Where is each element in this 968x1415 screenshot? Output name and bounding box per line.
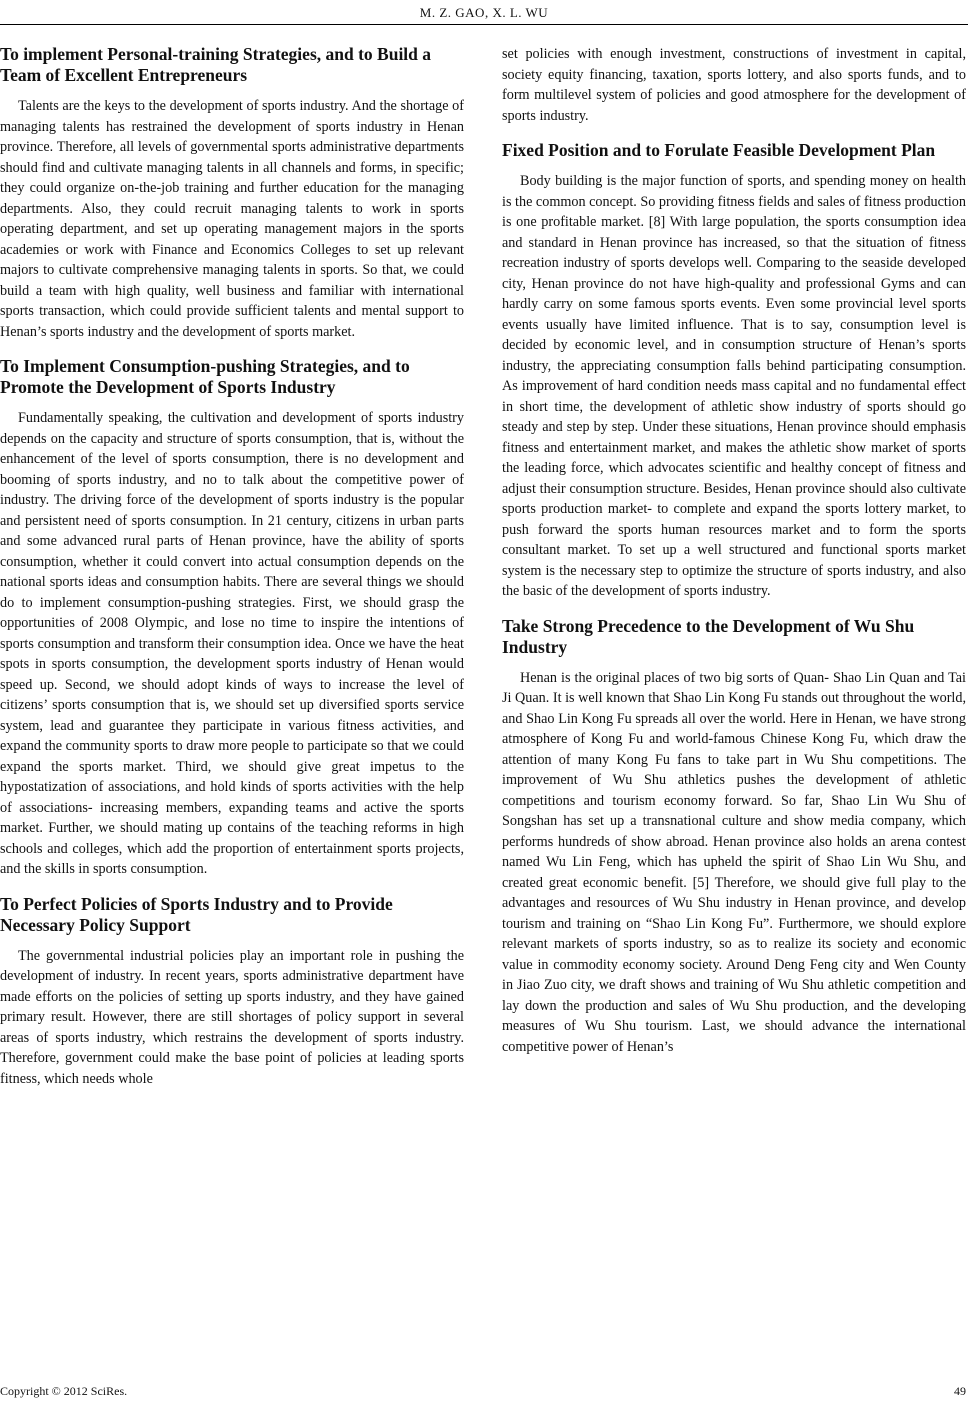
section-heading: To Implement Consumption-pushing Strategies, and to Promote the Development of Sports Industry <box>0 356 410 397</box>
section-heading: To Perfect Policies of Sports Industry and to Provide Necessary Policy Support <box>0 893 393 935</box>
section-policy-support <box>0 894 464 1090</box>
section-policy-continued <box>502 44 966 126</box>
header-rule <box>0 24 968 25</box>
section-personal-training <box>0 44 464 342</box>
left-column <box>0 44 464 1103</box>
right-column <box>502 44 966 1071</box>
section-paragraph: The governmental industrial policies play an important role in pushing the development of industry. In recent years, sports administrative department have made efforts on the policies of setting up sports industry, and they have gained primary result. However, there are still shortages of policy support in several areas of sports industry, which restrains the development of sports industry. Therefore, government could make the base point of policies at leading sports fitness, which needs whole <box>0 947 464 1087</box>
section-paragraph: Talents are the keys to the development of sports industry. And the shortage of managing talents has restrained the development of sports industry in Henan province. Therefore, all levels of governmental sports administrative departments should find and cultivate managing talents in all channels and forms, in specific; they could organize on-the-job training and further education for the managing departments. Also, they could recruit managing talents to work in sports operating department, and set up operating management majors in the sports academies or work with Finance and Economics Colleges to set up relevant majors to cultivate comprehensive managing talents in sports. So that, we could build a team with high quality, well business and familiar with international sports transaction, which could provide sufficient talents and mental support to Henan’s sports industry and the development of sports market. <box>0 98 464 340</box>
section-paragraph: Body building is the major function of sports, and spending money on health is the common concept. So providing fitness fields and sales of fitness production is one profitable market. [8] With large population, the sports consumption idea and standard in Henan province has increased, so that the situation of fitness recreation industry of sports develops well. Comparing to the seaside developed city, Henan province do not have high-quality and professional Gyms and can hardly carry on some famous sports events. Even some provincial level sports events usually have limited influence. That is to say, consumption level is decided by economic level, and in consumption structure of Henan’s sports industry, the appreciating consumption falls behind participating consumption. As improvement of hard condition needs mass capital and no fundamental effect in short time, the development of athletic show industry of sports should go steady and step by step. Under these situations, Henan province should emphasis fitness and entertainment market, and makes the athletic show market of sports the leading force, which advocates scientific and healthy concept of fitness and adjust their consumption structure. Besides, Henan province should also cultivate sports production market- to complete and expand the sports lottery market, to push forward the sports human resources market and to form the sports consultant market. To set up a well structured and functional sports market system is the necessary step to optimize the structure of sports industry, and also the basic of the development of sports industry. <box>502 173 966 599</box>
section-paragraph: Henan is the original places of two big sorts of Quan- Shao Lin Quan and Tai Ji Quan. It is well known that Shao Lin Kong Fu stands out throughout the world, and Shao Lin Kong Fu spreads all over the world. Here in Henan, we have strong atmosphere of Kong Fu and world-famous Chinese Kong Fu, which draw the attention of many Kong Fu fans to take part in Wu Shu competitions. The improvement of Wu Shu athletics pushes the development of athletic competitions and tourism economy forward. So far, Shao Lin Wu Shu of Songshan has set up a transnational culture and show media company, which performs hundreds of show abroad. Henan province also holds an arena contest named Wu Lin Feng, which has upheld the spirit of Shao Lin Wu Shu, and created great economic benefit. [5] Therefore, we should give full play to the advantages and resources of Wu Shu industry in Henan province, and develop tourism and training on “Shao Lin Kong Fu”. Furthermore, we should explore relevant markets of sports industry, so as to realize its society and economic value in commodity economy society. Around Deng Feng city and Wen County in Jiao Zuo city, we draft shows and training of Wu Shu athletic competition and lay down the production and sales of Wu Shu production, and the developing measures of Wu Shu tourism. Last, we should advance the international competitive power of Henan’s <box>502 669 966 1055</box>
section-paragraph: Fundamentally speaking, the cultivation and development of sports industry depends on the capacity and structure of sports consumption, that is, without the enhancement of the level of sports consumption, there is no development and booming of sports industry, and no to talk about the competitive power of industry. The driving force of the development of sports industry is the popular and persistent need of sports consumption. In 21 century, citizens in urban parts and some advanced rural parts of Henan province, have the ability of sports consumption, whether it could convert into actual consumption depends on the national sports ideas and consumption habits. There are several things we should do to implement consumption-pushing strategies. First, we should grasp the opportunities of 2008 Olympic, and lose no time to inspire the intentions of sports consumption and transform their consumption idea. Once we have the heat spots in sports consumption, the development sports industry of Henan would speed up. Second, we should adopt kinds of ways to increase the level of citizens’ sports consumption that is, we should set up diversified sports service system, lead and guarantee they participate in various fitness activities, and expand the community sports to draw more people to participate so that we could expand the sports market. Third, we should give great impetus to the hypostatization of associations, and hold kinds of sports activities with the help of associations- increasing members, expanding teams and active the sports market. Further, we should mating up contains of the teaching reforms in high schools and colleges, which add the proportion of entertainment sports projects, and the skills in sports consumption. <box>0 410 464 877</box>
section-paragraph: set policies with enough investment, constructions of investment in capital, society equity financing, taxation, sports lottery, and also sports funds, and to form multilevel system of policies and good atmosphere for the development of sports industry. <box>502 46 966 124</box>
section-heading: Take Strong Precedence to the Development of Wu Shu Industry <box>502 615 915 657</box>
running-head: M. Z. GAO, X. L. WU <box>419 5 549 20</box>
section-wu-shu-industry <box>502 616 966 1058</box>
section-heading: To implement Personal-training Strategies, and to Build a Team of Excellent Entrepreneurs <box>0 44 432 85</box>
section-development-plan <box>502 140 966 602</box>
section-consumption-pushing <box>0 356 464 880</box>
page-number: 49 <box>954 1384 966 1398</box>
section-heading: Fixed Position and to Forulate Feasible Development Plan <box>502 140 936 160</box>
copyright-notice: Copyright © 2012 SciRes. <box>0 1384 128 1398</box>
